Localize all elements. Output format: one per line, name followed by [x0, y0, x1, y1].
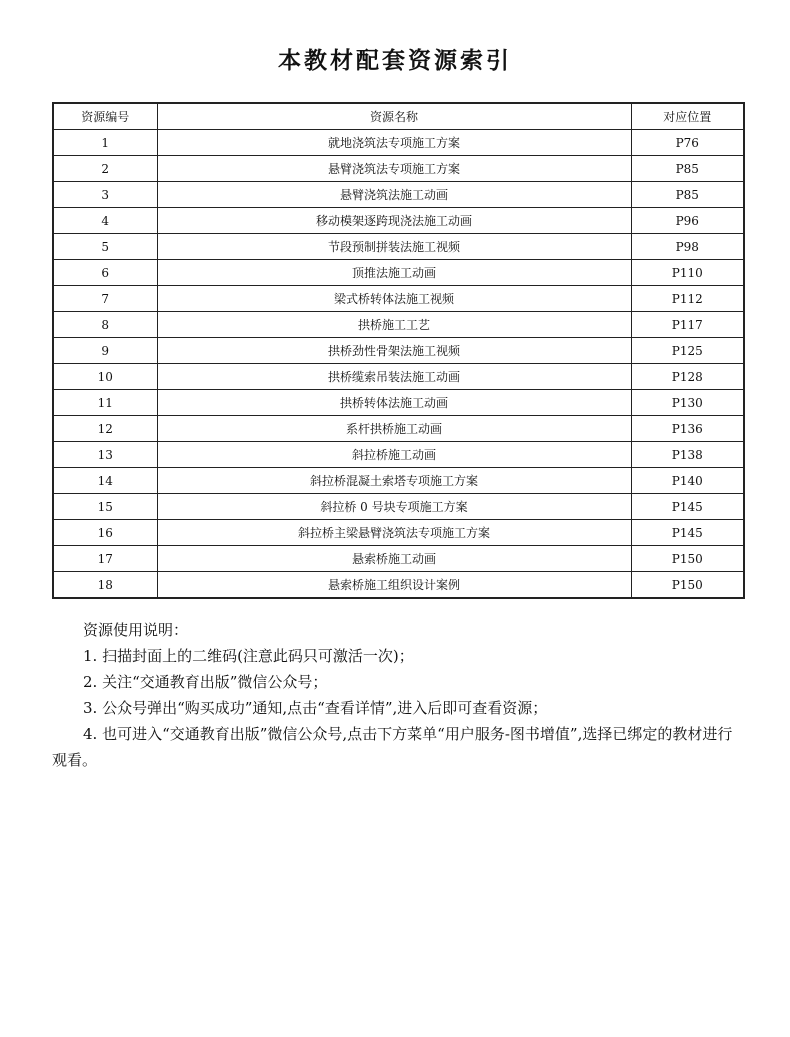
page-location-cell: P85 [631, 156, 744, 182]
table-row [53, 130, 744, 156]
resource-number-cell: 1 [53, 130, 157, 156]
page-location-cell: P138 [631, 442, 744, 468]
resource-name-cell: 拱桥施工工艺 [157, 312, 631, 338]
resource-name-cell: 节段预制拼装法施工视频 [157, 234, 631, 260]
table-row [53, 390, 744, 416]
page-location-cell: P136 [631, 416, 744, 442]
resource-number-cell: 6 [53, 260, 157, 286]
resource-name-cell: 就地浇筑法专项施工方案 [157, 130, 631, 156]
page-location-cell: P145 [631, 494, 744, 520]
resource-name-cell: 斜拉桥混凝土索塔专项施工方案 [157, 468, 631, 494]
table-row [53, 182, 744, 208]
usage-notes [52, 617, 744, 773]
resource-number-cell: 18 [53, 572, 157, 599]
header-resource-number: 资源编号 [53, 103, 157, 130]
resource-number-cell: 11 [53, 390, 157, 416]
resource-name-cell: 悬臂浇筑法施工动画 [157, 182, 631, 208]
table-row [53, 546, 744, 572]
resource-name-cell: 系杆拱桥施工动画 [157, 416, 631, 442]
page-location-cell: P98 [631, 234, 744, 260]
resource-name-cell: 悬索桥施工组织设计案例 [157, 572, 631, 599]
resource-number-cell: 10 [53, 364, 157, 390]
table-row [53, 572, 744, 599]
table-row [53, 156, 744, 182]
header-page-location: 对应位置 [631, 103, 744, 130]
page-location-cell: P125 [631, 338, 744, 364]
resource-number-cell: 3 [53, 182, 157, 208]
resource-number-cell: 8 [53, 312, 157, 338]
table-row [53, 338, 744, 364]
page-location-cell: P150 [631, 546, 744, 572]
table-row [53, 260, 744, 286]
resource-number-cell: 15 [53, 494, 157, 520]
page-title: 本教材配套资源索引 [278, 48, 512, 74]
table-row [53, 286, 744, 312]
table-row [53, 442, 744, 468]
resource-name-cell: 梁式桥转体法施工视频 [157, 286, 631, 312]
resource-name-cell: 拱桥转体法施工动画 [157, 390, 631, 416]
header-resource-name: 资源名称 [157, 103, 631, 130]
resource-number-cell: 17 [53, 546, 157, 572]
table-row [53, 364, 744, 390]
table-body [53, 130, 744, 599]
resource-name-cell: 斜拉桥施工动画 [157, 442, 631, 468]
page-location-cell: P96 [631, 208, 744, 234]
resource-number-cell: 9 [53, 338, 157, 364]
resource-number-cell: 12 [53, 416, 157, 442]
notes-heading: 资源使用说明： [83, 621, 189, 639]
page-location-cell: P76 [631, 130, 744, 156]
page-location-cell: P150 [631, 572, 744, 599]
note-item: 2. 关注“交通教育出版”微信公众号； [83, 673, 328, 691]
table-row [53, 468, 744, 494]
page-location-cell: P130 [631, 390, 744, 416]
resource-name-cell: 悬臂浇筑法专项施工方案 [157, 156, 631, 182]
table-row [53, 234, 744, 260]
table-row [53, 312, 744, 338]
table-row [53, 208, 744, 234]
resource-number-cell: 7 [53, 286, 157, 312]
page-location-cell: P145 [631, 520, 744, 546]
page-location-cell: P140 [631, 468, 744, 494]
resource-number-cell: 4 [53, 208, 157, 234]
resource-name-cell: 斜拉桥主梁悬臂浇筑法专项施工方案 [157, 520, 631, 546]
resource-name-cell: 拱桥劲性骨架法施工视频 [157, 338, 631, 364]
resource-name-cell: 顶推法施工动画 [157, 260, 631, 286]
table-header-row [53, 103, 744, 130]
note-item: 3. 公众号弹出“购买成功”通知,点击“查看详情”,进入后即可查看资源； [83, 699, 548, 717]
page-location-cell: P85 [631, 182, 744, 208]
resource-name-cell: 悬索桥施工动画 [157, 546, 631, 572]
table-row [53, 494, 744, 520]
page-location-cell: P117 [631, 312, 744, 338]
resource-name-cell: 斜拉桥 0 号块专项施工方案 [157, 494, 631, 520]
table-row [53, 520, 744, 546]
resource-number-cell: 16 [53, 520, 157, 546]
page-location-cell: P128 [631, 364, 744, 390]
resource-number-cell: 5 [53, 234, 157, 260]
resource-name-cell: 拱桥缆索吊装法施工动画 [157, 364, 631, 390]
page-location-cell: P110 [631, 260, 744, 286]
resource-number-cell: 14 [53, 468, 157, 494]
resource-number-cell: 13 [53, 442, 157, 468]
resource-number-cell: 2 [53, 156, 157, 182]
note-item: 1. 扫描封面上的二维码(注意此码只可激活一次)； [83, 647, 414, 665]
page-location-cell: P112 [631, 286, 744, 312]
note-item: 4. 也可进入“交通教育出版”微信公众号,点击下方菜单“用户服务-图书增值”,选择已绑定的教材进行观看。 [52, 725, 733, 769]
resource-index-table [52, 102, 745, 599]
table-row [53, 416, 744, 442]
resource-name-cell: 移动模架逐跨现浇法施工动画 [157, 208, 631, 234]
